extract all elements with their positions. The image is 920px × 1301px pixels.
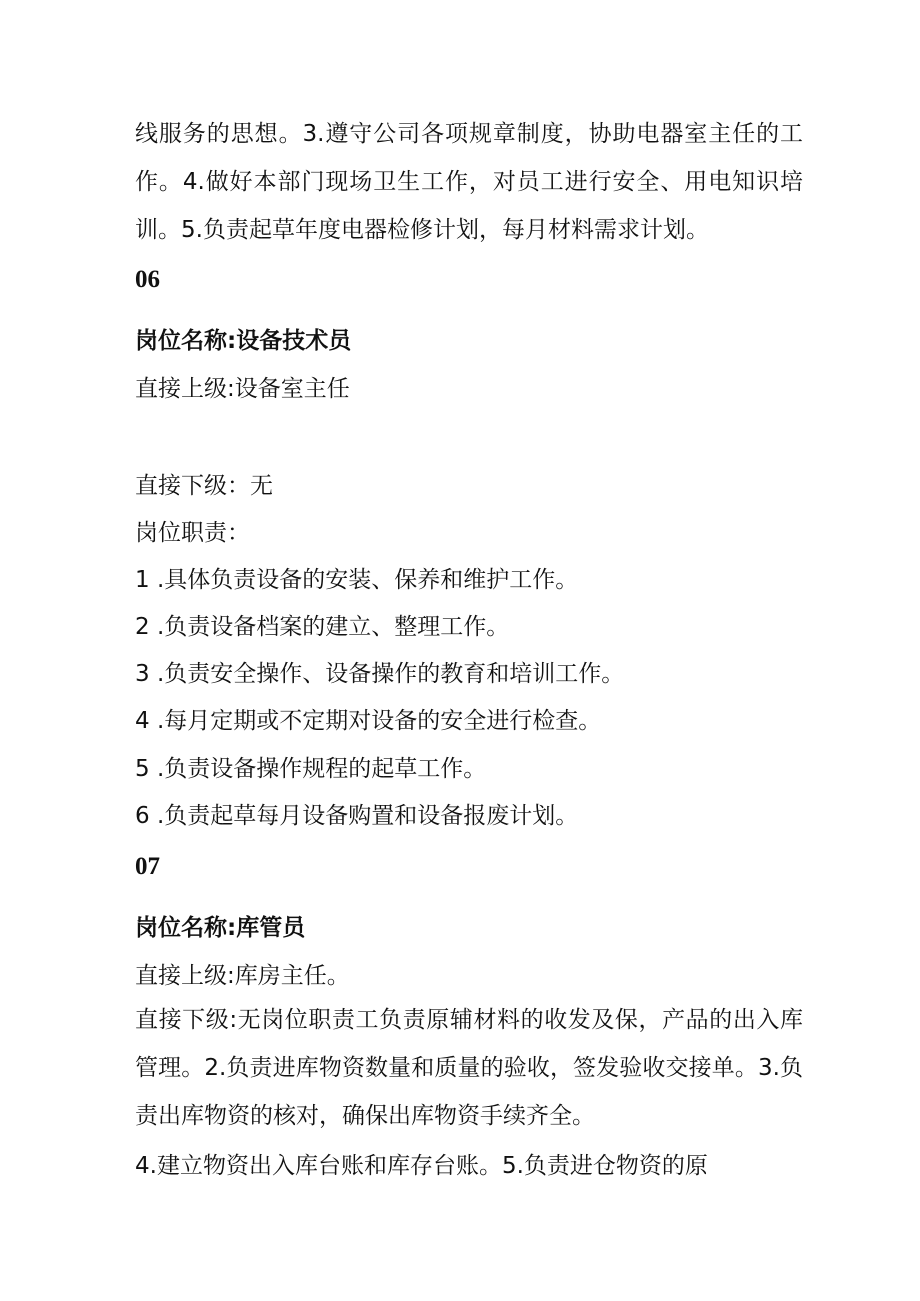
direct-superior-07: 直接上级:库房主任。 bbox=[135, 963, 350, 989]
direct-subordinate-06: 直接下级：无 bbox=[135, 473, 273, 499]
duty-item: 5 .负责设备操作规程的起草工作。 bbox=[135, 756, 487, 782]
duty-item: 1 .具体负责设备的安装、保养和维护工作。 bbox=[135, 567, 579, 593]
duty-item: 6 .负责起草每月设备购置和设备报废计划。 bbox=[135, 803, 579, 829]
direct-subordinate-paragraph-07: 直接下级:无岗位职责工负责原辅材料的收发及保，产品的出入库管理。2.负责进库物资数量和质量的验收，签发验收交接单。3.负责出库物资的核对，确保出库物资手续齐全。 bbox=[135, 1007, 803, 1129]
section-number-07: 07 bbox=[135, 853, 160, 880]
direct-superior-06: 直接上级:设备室主任 bbox=[135, 376, 350, 402]
duties-heading-06: 岗位职责： bbox=[135, 520, 250, 546]
last-line-07: 4.建立物资出入库台账和库存台账。5.负责进仓物资的原 bbox=[135, 1153, 708, 1179]
section-number-06: 06 bbox=[135, 266, 160, 293]
duty-item: 4 .每月定期或不定期对设备的安全进行检查。 bbox=[135, 708, 602, 734]
intro-paragraph: 线服务的思想。3.遵守公司各项规章制度，协助电器室主任的工作。4.做好本部门现场卫生工作，对员工进行安全、用电知识培训。5.负责起草年度电器检修计划，每月材料需求计划。 bbox=[135, 121, 803, 243]
duty-item: 3 .负责安全操作、设备操作的教育和培训工作。 bbox=[135, 661, 625, 687]
position-title-06: 岗位名称:设备技术员 bbox=[135, 328, 352, 354]
position-title-07: 岗位名称:库管员 bbox=[135, 915, 306, 941]
duty-item: 2 .负责设备档案的建立、整理工作。 bbox=[135, 614, 510, 640]
